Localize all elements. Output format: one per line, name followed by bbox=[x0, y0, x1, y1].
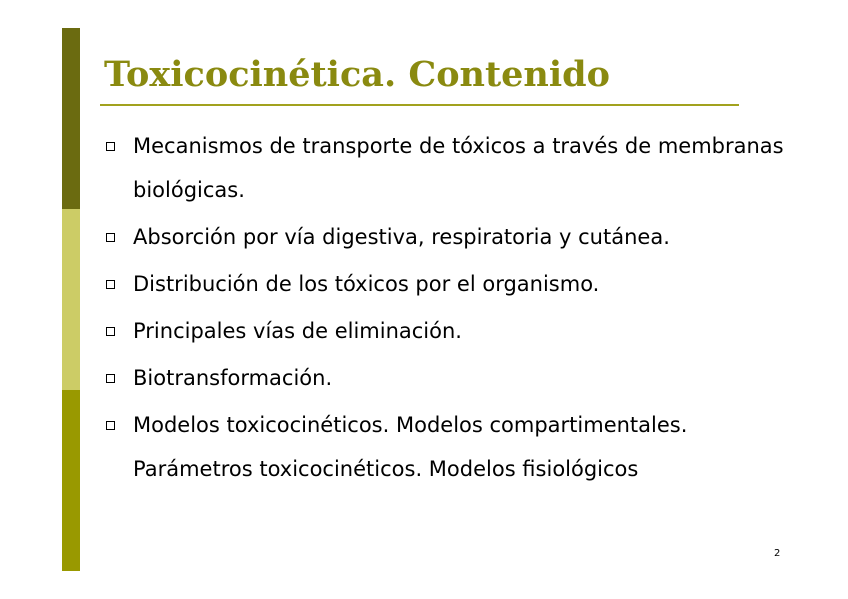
bullet-text: Absorción por vía digestiva, respiratoria y cutánea. bbox=[133, 225, 670, 249]
bullet-text: Modelos toxicocinéticos. Modelos compartimentales. Parámetros toxicocinéticos. Modelos fisiológicos bbox=[133, 413, 688, 481]
bullet-item bbox=[104, 403, 784, 491]
title-underline-rule bbox=[100, 104, 739, 106]
bullet-item bbox=[104, 356, 784, 400]
hollow-square-bullet-icon bbox=[106, 421, 115, 430]
hollow-square-bullet-icon bbox=[106, 374, 115, 383]
hollow-square-bullet-icon bbox=[106, 280, 115, 289]
page-number: 2 bbox=[774, 548, 781, 559]
hollow-square-bullet-icon bbox=[106, 233, 115, 242]
bullet-text: Biotransformación. bbox=[133, 366, 333, 390]
bullet-item bbox=[104, 124, 784, 212]
bullet-text: Principales vías de eliminación. bbox=[133, 319, 462, 343]
bullet-item bbox=[104, 262, 784, 306]
side-bar-light-segment bbox=[62, 209, 80, 390]
hollow-square-bullet-icon bbox=[106, 142, 115, 151]
bullet-text: Mecanismos de transporte de tóxicos a través de membranas biológicas. bbox=[133, 134, 784, 202]
bullet-item bbox=[104, 309, 784, 353]
side-bar-mid-segment bbox=[62, 390, 80, 571]
bullet-text: Distribución de los tóxicos por el organismo. bbox=[133, 272, 600, 296]
side-bar-dark-segment bbox=[62, 28, 80, 209]
bullet-item bbox=[104, 215, 784, 259]
hollow-square-bullet-icon bbox=[106, 327, 115, 336]
slide-title: Toxicocinética. Contenido bbox=[104, 54, 610, 95]
bullet-list bbox=[104, 124, 784, 494]
